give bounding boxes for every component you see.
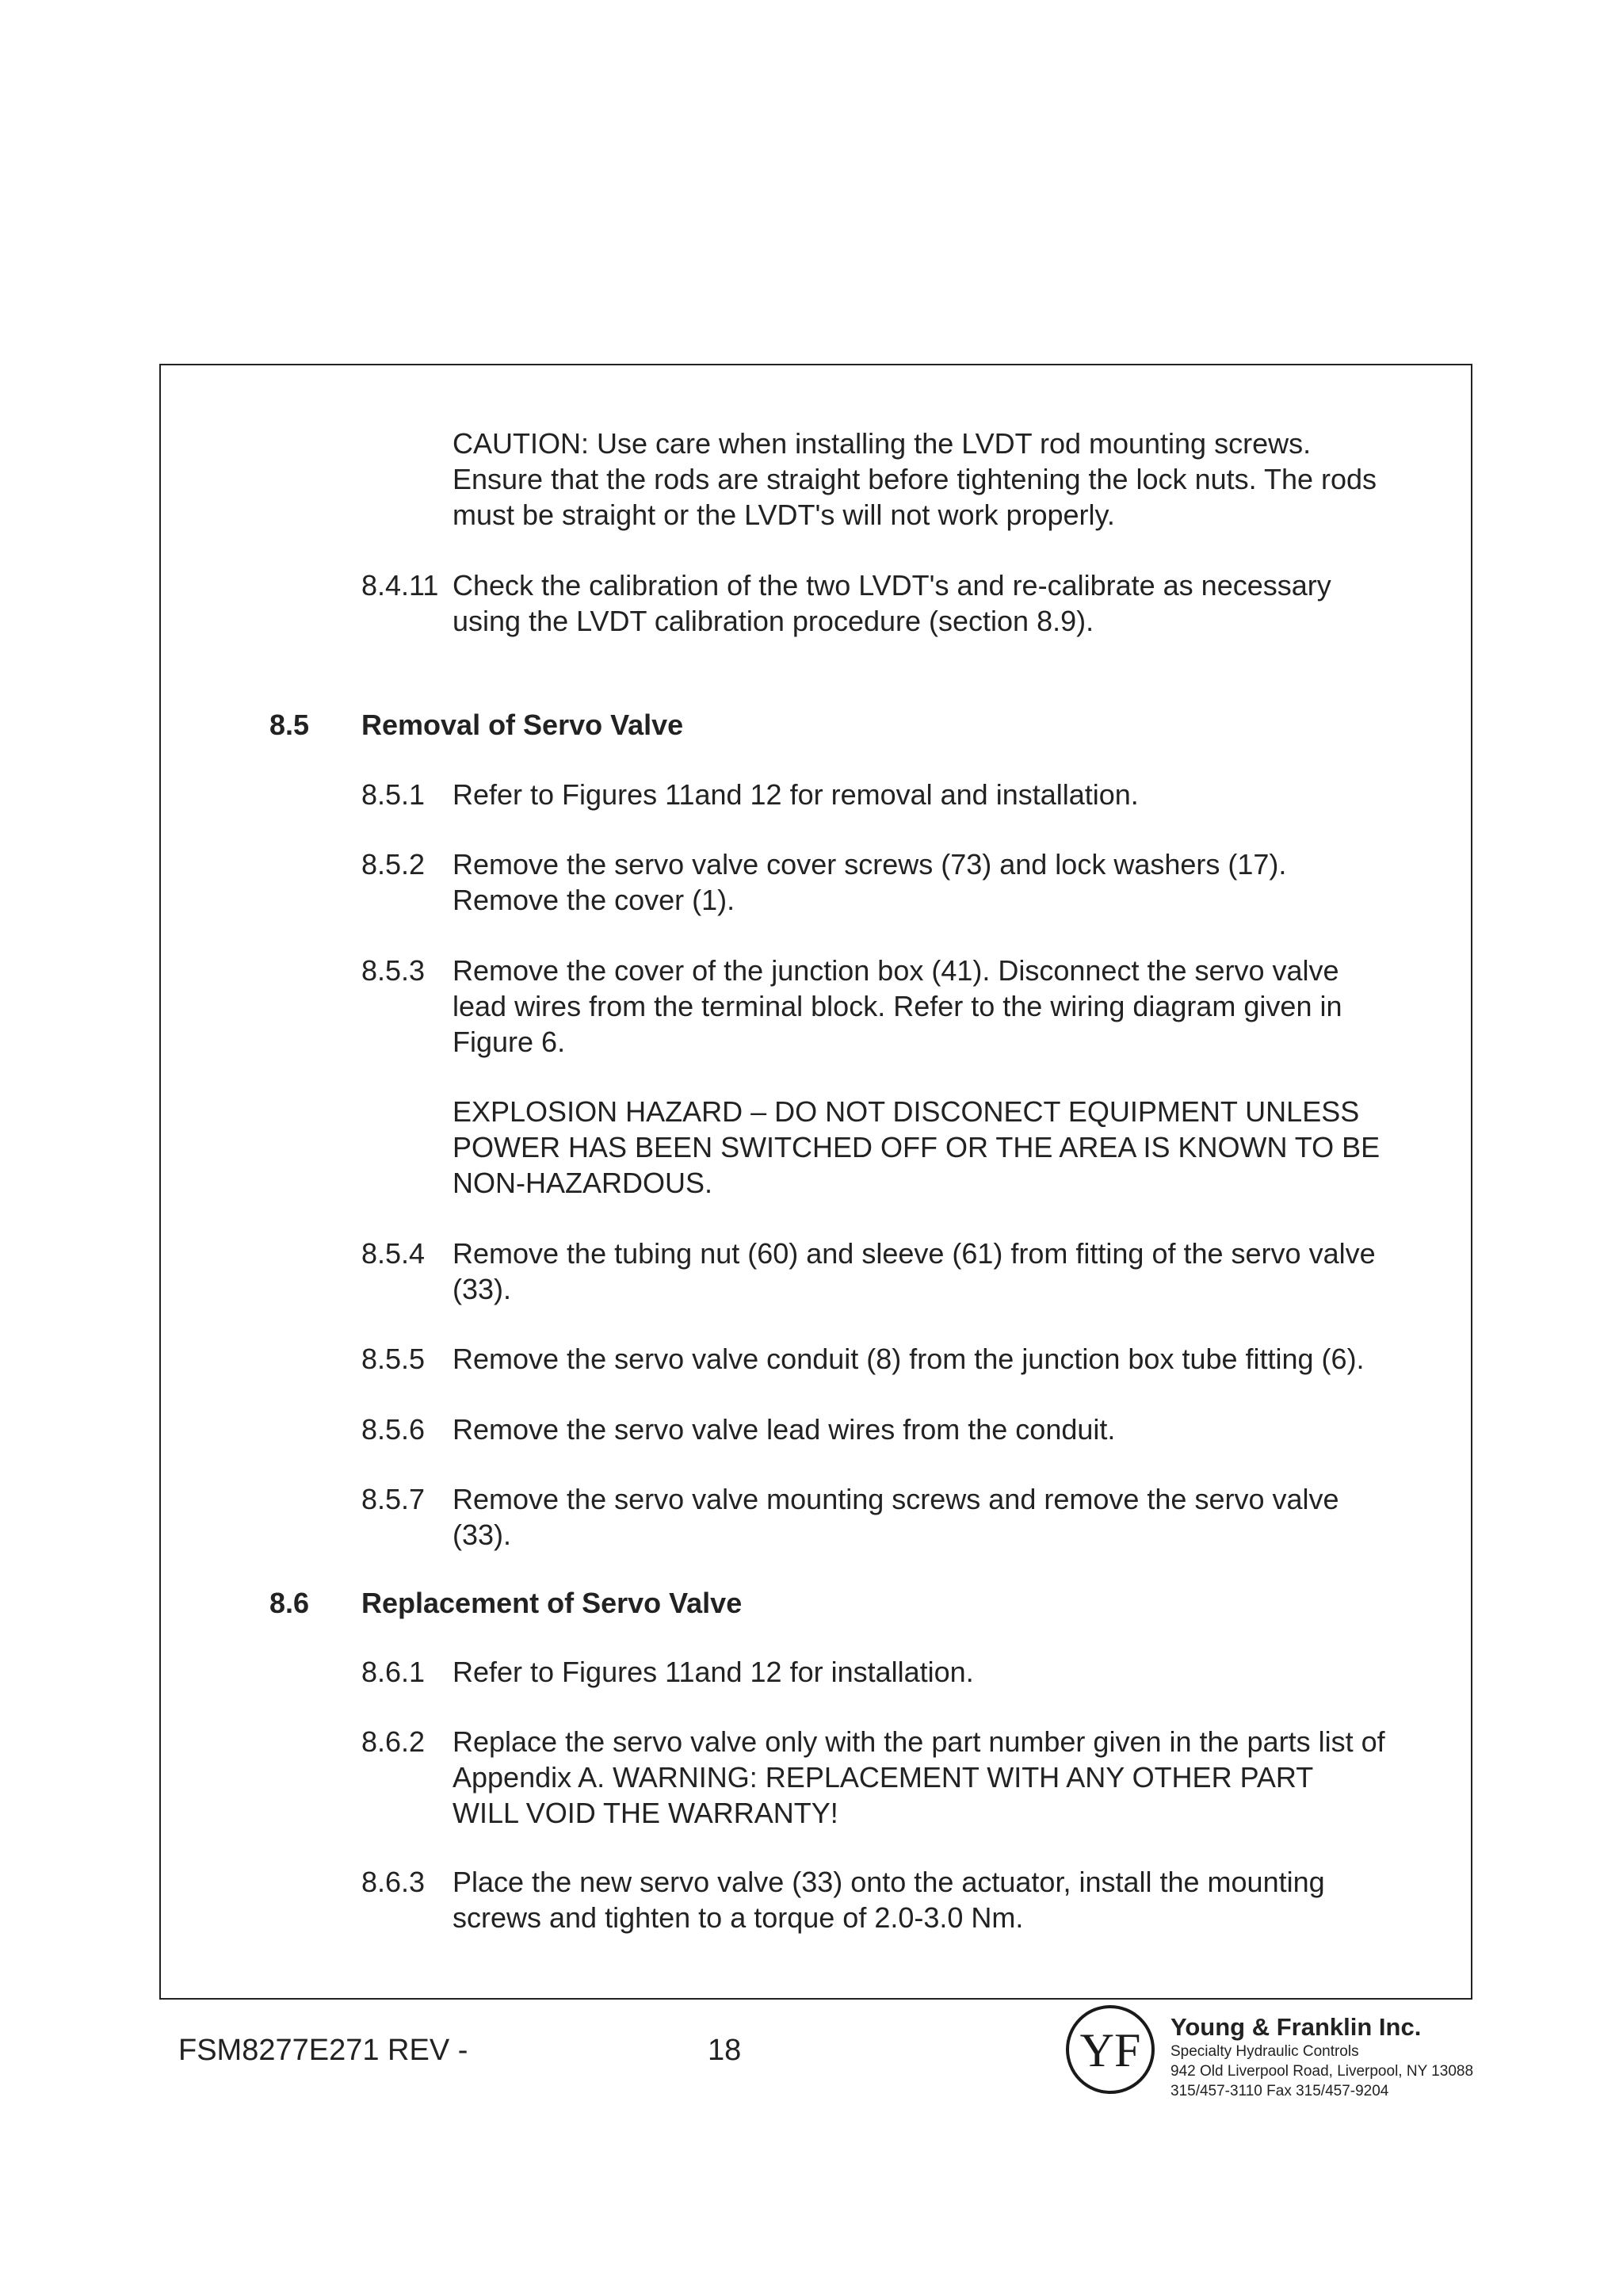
step-text: Remove the servo valve lead wires from the conduit.: [453, 1413, 1116, 1446]
step-text: Check the calibration of the two LVDT's and re-calibrate as necessary using the LVDT calibration procedure (section 8.9).: [453, 569, 1331, 637]
caution-note: [453, 426, 1459, 533]
step-text: Place the new servo valve (33) onto the actuator, install the mounting screws and tighten to a torque of 2.0-3.0 Nm.: [453, 1866, 1325, 1934]
step-text: Remove the servo valve mounting screws and remove the servo valve (33).: [453, 1483, 1339, 1551]
logo-letters: YF: [1079, 2024, 1141, 2076]
step-text: Remove the tubing nut (60) and sleeve (61) from fitting of the servo valve (33).: [453, 1237, 1376, 1305]
section-title: Replacement of Servo Valve: [361, 1587, 743, 1619]
company-address: 942 Old Liverpool Road, Liverpool, NY 13088: [1170, 2063, 1474, 2080]
step-number: 8.5.1: [361, 778, 426, 811]
company-name: Young & Franklin Inc.: [1170, 2013, 1422, 2041]
company-logo: [1064, 2004, 1156, 2095]
step-number: 8.6.2: [361, 1725, 426, 1758]
step-number: 8.4.11: [361, 569, 439, 602]
page-number: 18: [708, 2034, 742, 2067]
section-title: Removal of Servo Valve: [361, 709, 684, 741]
company-tagline: Specialty Hydraulic Controls: [1170, 2043, 1359, 2060]
section-number: 8.6: [269, 1587, 310, 1619]
step-number: 8.6.3: [361, 1866, 426, 1898]
step-number: 8.5.4: [361, 1237, 426, 1270]
step-number: 8.5.7: [361, 1483, 426, 1515]
step-text: Remove the servo valve conduit (8) from the junction box tube fitting (6).: [453, 1343, 1365, 1375]
explosion-hazard-warning: EXPLOSION HAZARD – DO NOT DISCONECT EQUIPMENT UNLESS POWER HAS BEEN SWITCHED OFF OR THE AREA IS KNOWN TO BE NON-HAZARDOUS.: [453, 1095, 1381, 1199]
step-number: 8.5.2: [361, 848, 426, 881]
step-text: Replace the servo valve only with the part number given in the parts list of Appendix A. WARNING: REPLACEMENT WITH ANY OTHER PART WILL VOID THE WARRANTY!: [453, 1725, 1385, 1829]
company-phone: 315/457-3110 Fax 315/457-9204: [1170, 2083, 1389, 2099]
step-number: 8.5.3: [361, 954, 426, 987]
caution-line: must be straight or the LVDT's will not work properly.: [453, 499, 1115, 531]
step-number: 8.5.6: [361, 1413, 426, 1446]
step-text: Remove the cover of the junction box (41). Disconnect the servo valve lead wires from the terminal block. Refer to the wiring diagram given in Figure 6.: [453, 954, 1342, 1058]
step-text: Remove the servo valve cover screws (73) and lock washers (17). Remove the cover (1).: [453, 848, 1287, 916]
caution-line: CAUTION: Use care when installing the LVDT rod mounting screws.: [453, 427, 1312, 460]
step-text: Refer to Figures 11and 12 for removal and installation.: [453, 778, 1139, 811]
step-text: Refer to Figures 11and 12 for installation.: [453, 1656, 974, 1688]
step-number: 8.6.1: [361, 1656, 426, 1688]
caution-line: Ensure that the rods are straight before tightening the lock nuts. The rods: [453, 463, 1377, 495]
section-number: 8.5: [269, 709, 310, 741]
document-id: FSM8277E271 REV -: [178, 2034, 468, 2067]
company-block: [1170, 2013, 1583, 2101]
step-number: 8.5.5: [361, 1343, 426, 1375]
